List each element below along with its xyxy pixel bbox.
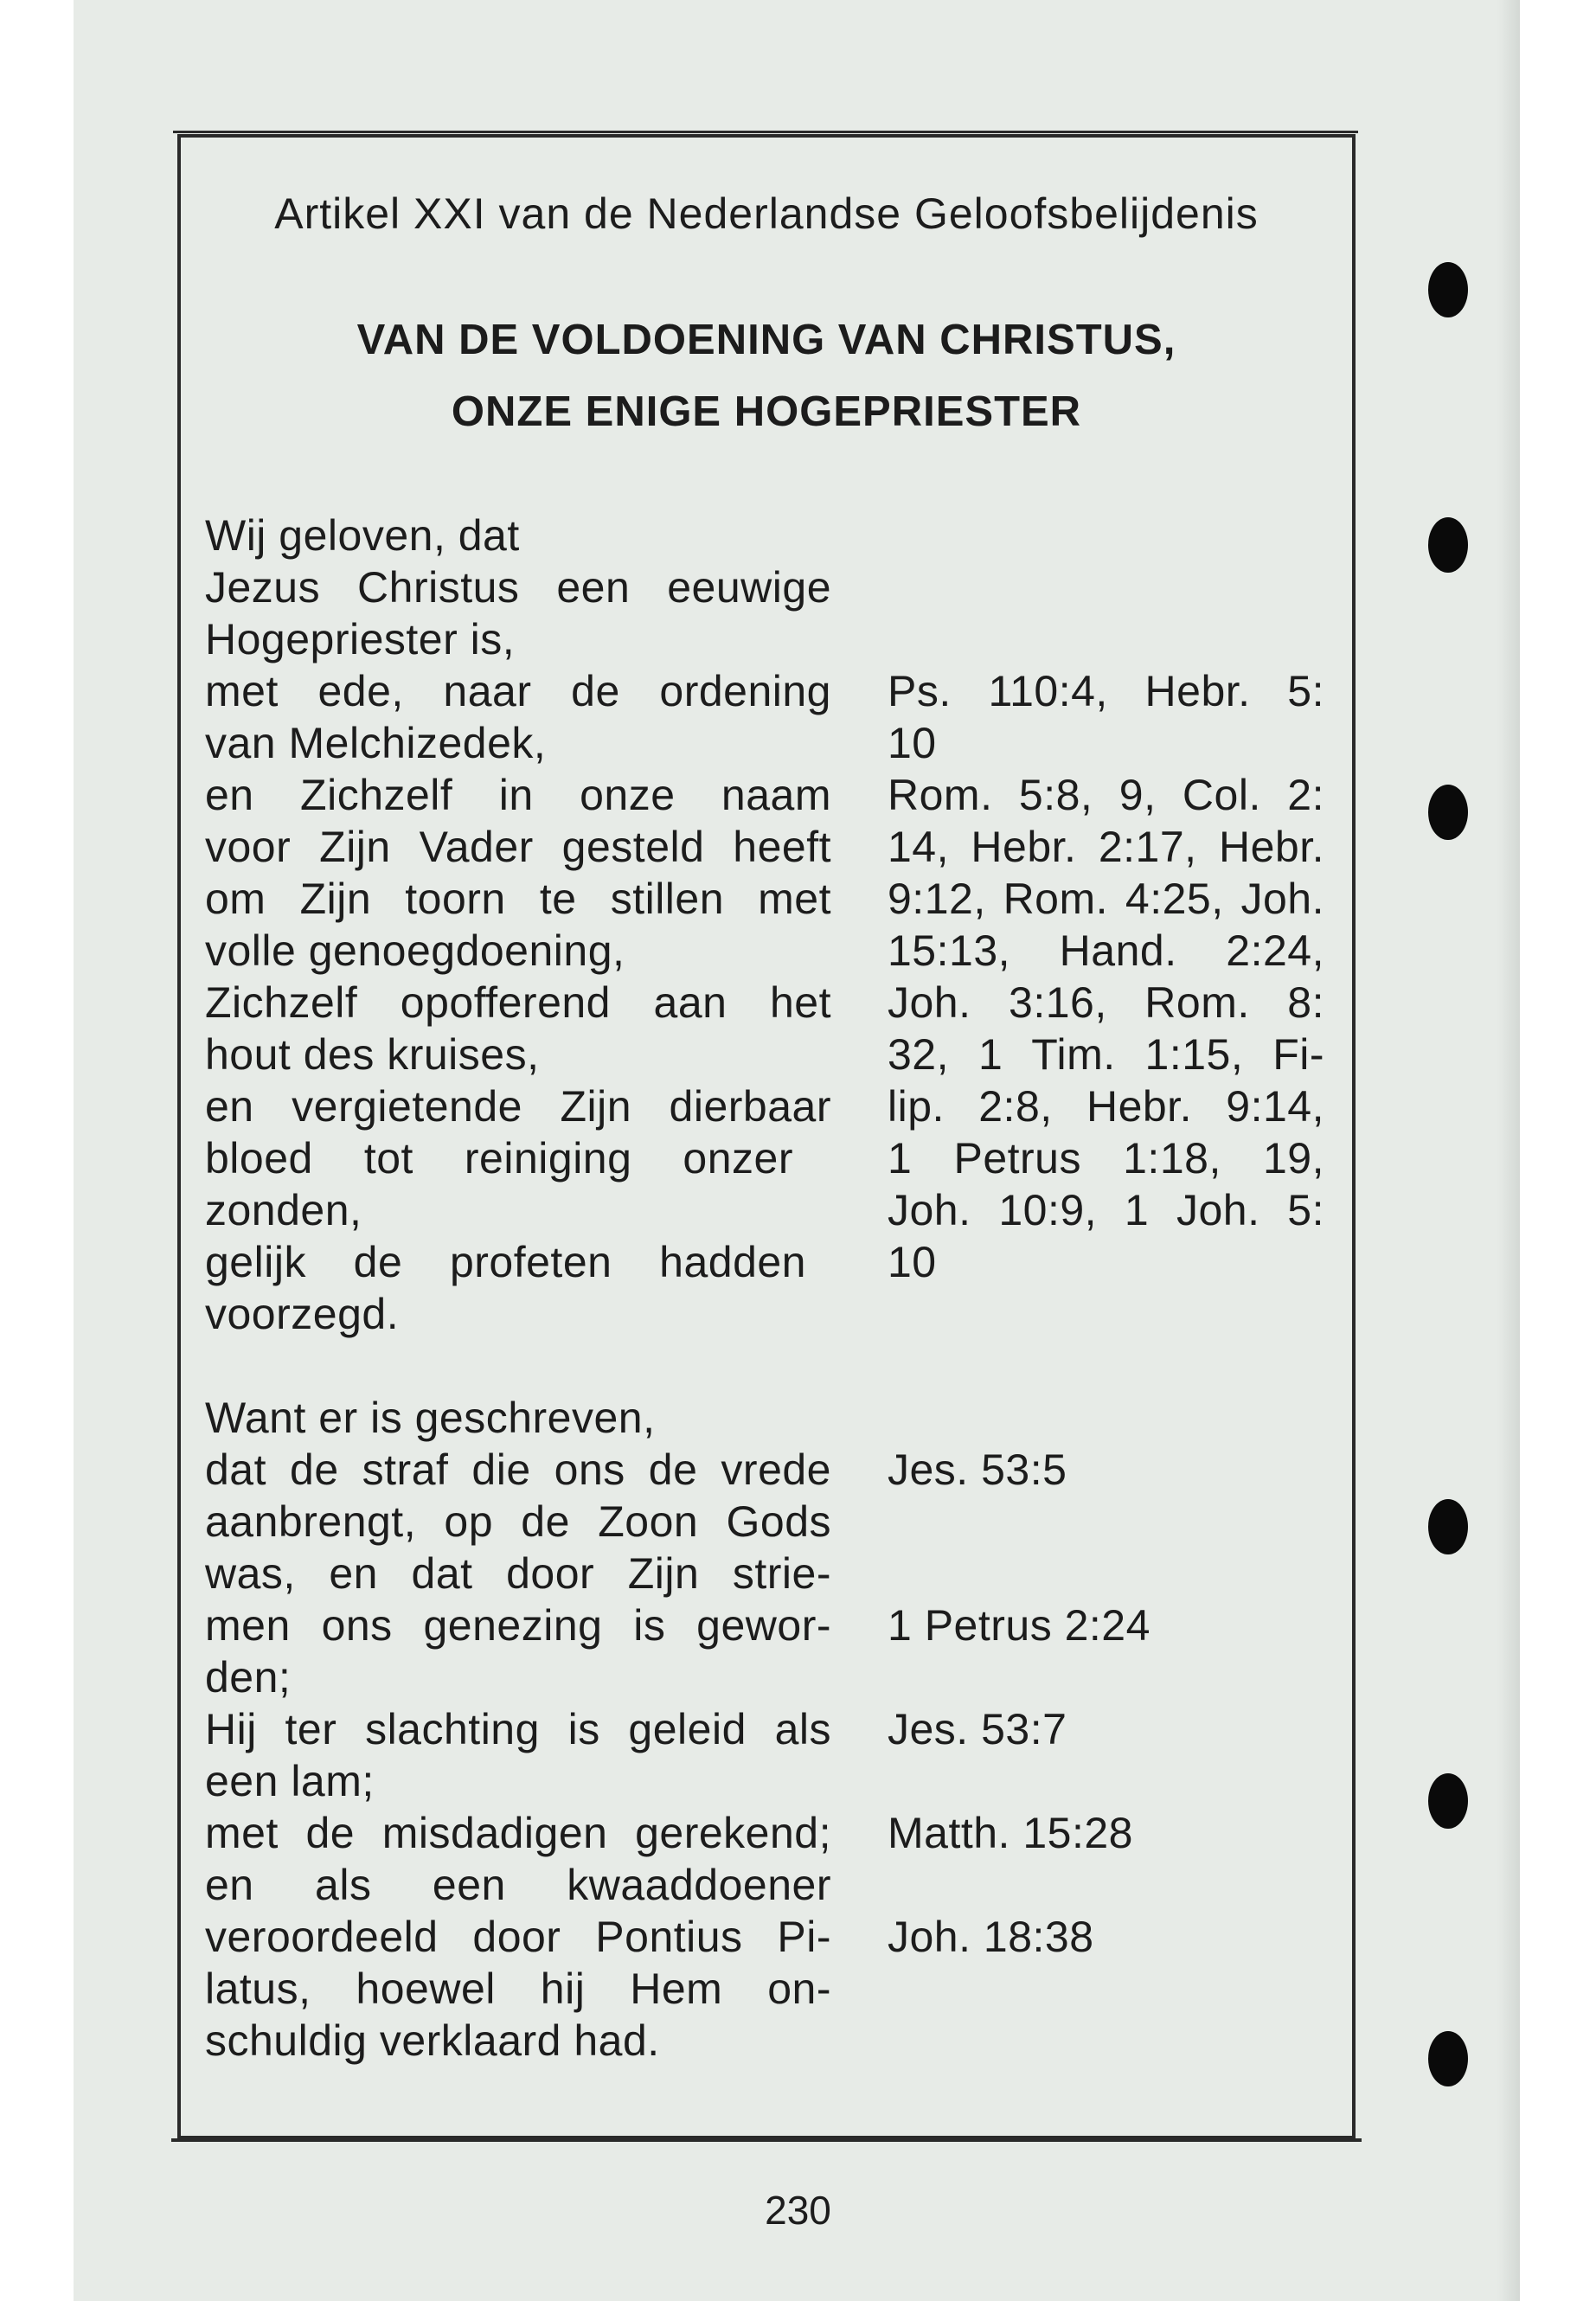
scripture-reference: lip. 2:8, Hebr. 9:14, — [888, 1082, 1324, 1131]
text-line: gelijk de profeten hadden — [205, 1238, 806, 1286]
text-line: Want er is geschreven, — [205, 1394, 656, 1442]
scripture-reference: 15:13, Hand. 2:24, — [888, 926, 1324, 975]
article-title-line-2: ONZE ENIGE HOGEPRIESTER — [451, 388, 1082, 435]
text-line: en als een kwaaddoener — [205, 1861, 831, 1909]
text-line: en Zichzelf in onze naam — [205, 771, 831, 819]
scripture-reference: 1 Petrus 1:18, 19, — [888, 1134, 1324, 1183]
text-line: latus, hoewel hij Hem on- — [205, 1965, 831, 2013]
text-line: een lam; — [205, 1757, 375, 1805]
text-line: Hogepriester is, — [205, 615, 516, 663]
text-line: dat de straf die ons de vrede — [205, 1445, 831, 1494]
text-line: aanbrengt, op de Zoon Gods — [205, 1497, 831, 1546]
frame-top-rule — [173, 131, 1358, 133]
text-line: Zichzelf opofferend aan het — [205, 978, 831, 1027]
punch-hole — [1428, 1773, 1468, 1829]
text-line: voor Zijn Vader gesteld heeft — [205, 823, 831, 871]
scripture-reference: Ps. 110:4, Hebr. 5: — [888, 667, 1324, 715]
scripture-reference: 14, Hebr. 2:17, Hebr. — [888, 823, 1324, 871]
scripture-reference: 10 — [888, 1238, 937, 1286]
scripture-reference: Joh. 3:16, Rom. 8: — [888, 978, 1324, 1027]
scripture-reference: Matth. 15:28 — [888, 1809, 1133, 1857]
text-line: van Melchizedek, — [205, 719, 547, 767]
punch-hole — [1428, 517, 1468, 573]
article-title-line-1: VAN DE VOLDOENING VAN CHRISTUS, — [356, 317, 1176, 363]
scripture-reference: Joh. 18:38 — [888, 1913, 1094, 1961]
text-line: schuldig verklaard had. — [205, 2016, 660, 2065]
page-number: 230 — [765, 2188, 831, 2233]
scripture-reference: Rom. 5:8, 9, Col. 2: — [888, 771, 1324, 819]
text-line: hout des kruises, — [205, 1030, 540, 1079]
punch-hole — [1428, 262, 1468, 317]
text-line: den; — [205, 1653, 292, 1702]
scripture-reference: 9:12, Rom. 4:25, Joh. — [888, 875, 1324, 923]
text-line: Jezus Christus een eeuwige — [205, 563, 831, 612]
scripture-reference: 1 Petrus 2:24 — [888, 1601, 1151, 1650]
frame-bottom-rule — [171, 2138, 1362, 2142]
article-subtitle: Artikel XXI van de Nederlandse Geloofsbelijdenis — [274, 189, 1259, 238]
page-edge-shadow — [1497, 0, 1520, 2301]
text-line: was, en dat door Zijn strie- — [205, 1549, 831, 1598]
text-line: men ons genezing is gewor- — [205, 1601, 831, 1650]
scripture-reference: Jes. 53:5 — [888, 1445, 1067, 1494]
text-line: en vergietende Zijn dierbaar — [205, 1082, 831, 1131]
text-line: Wij geloven, dat — [205, 511, 520, 560]
scripture-reference: Joh. 10:9, 1 Joh. 5: — [888, 1186, 1324, 1234]
text-line: met ede, naar de ordening — [205, 667, 831, 715]
scripture-reference: 32, 1 Tim. 1:15, Fi- — [888, 1030, 1324, 1079]
text-line: veroordeeld door Pontius Pi- — [205, 1913, 831, 1961]
punch-hole — [1428, 1499, 1468, 1554]
text-line: bloed tot reiniging onzer — [205, 1134, 793, 1183]
punch-hole — [1428, 2031, 1468, 2086]
text-line: volle genoegdoening, — [205, 926, 625, 975]
text-line: voorzegd. — [205, 1290, 400, 1338]
scripture-reference: 10 — [888, 719, 937, 767]
scripture-reference: Jes. 53:7 — [888, 1705, 1067, 1753]
text-line: zonden, — [205, 1186, 362, 1234]
text-line: met de misdadigen gerekend; — [205, 1809, 831, 1857]
punch-hole — [1428, 785, 1468, 840]
text-line: om Zijn toorn te stillen met — [205, 875, 831, 923]
text-line: Hij ter slachting is geleid als — [205, 1705, 831, 1753]
